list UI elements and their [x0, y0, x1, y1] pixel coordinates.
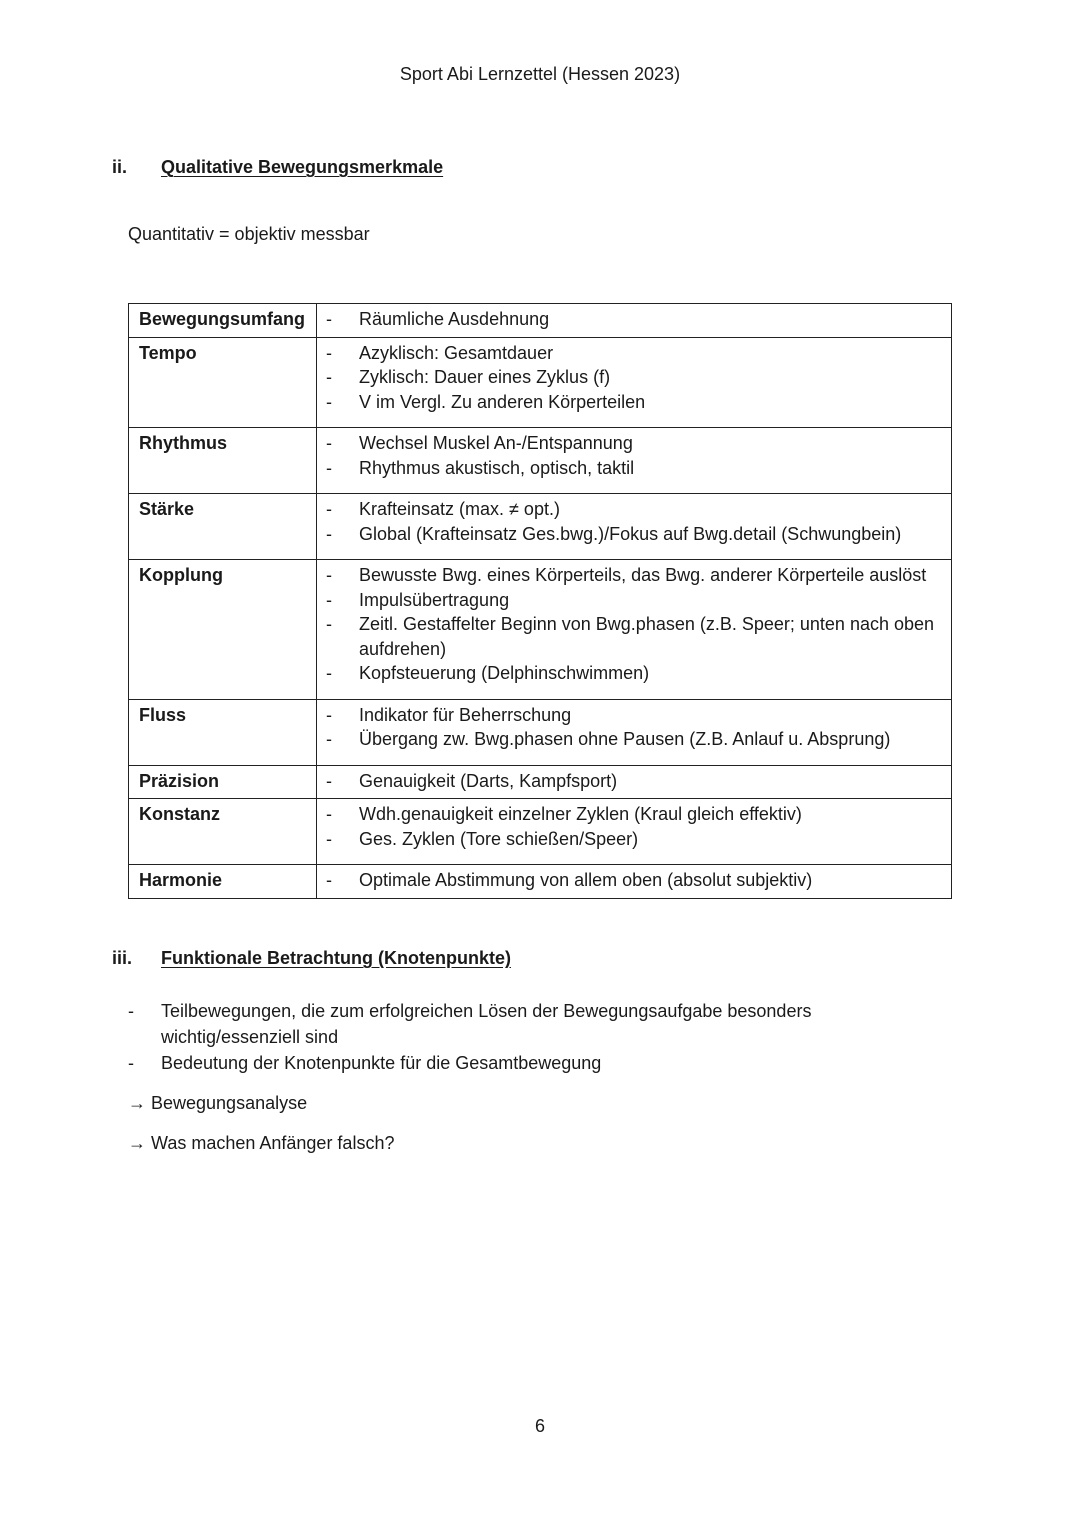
dash-bullet: - [326, 704, 332, 725]
row-term: Tempo [129, 337, 317, 428]
row-points [317, 428, 952, 494]
row-term: Kopplung [129, 560, 317, 700]
dash-bullet: - [326, 828, 332, 849]
dash-bullet: - [326, 663, 332, 683]
section-title: Qualitative Bewegungsmerkmale [161, 157, 444, 177]
dash-bullet: - [326, 770, 332, 791]
knotenpunkte-list [128, 998, 848, 1076]
row-points [317, 799, 952, 865]
dash-bullet: - [326, 309, 332, 329]
list-item-text: Krafteinsatz (max. ≠ opt.) [359, 499, 560, 519]
row-points [317, 304, 952, 338]
list-item [317, 497, 951, 522]
list-item [317, 588, 951, 613]
list-item-text: Teilbewegungen, die zum erfolgreichen Lösen der Bewegungsaufgabe besonders wichtig/essenziell sind [161, 1001, 812, 1047]
list-item [317, 827, 951, 852]
table-row [129, 304, 952, 338]
dash-bullet: - [326, 342, 332, 363]
list-item [317, 612, 951, 661]
row-points [317, 494, 952, 560]
dash-bullet: - [326, 523, 332, 544]
row-term: Rhythmus [129, 428, 317, 494]
page-header-title: Sport Abi Lernzettel (Hessen 2023) [399, 64, 681, 84]
row-term: Bewegungsumfang [129, 304, 317, 338]
table-row [129, 865, 952, 899]
row-points [317, 865, 952, 899]
section-title: Funktionale Betrachtung (Knotenpunkte) [161, 948, 511, 968]
list-item-text: Zeitl. Gestaffelter Beginn von Bwg.phasen (z.B. Speer; unten nach oben aufdrehen) [359, 614, 935, 659]
list-item-text: Indikator für Beherrschung [359, 704, 572, 725]
list-item-text: Übergang zw. Bwg.phasen ohne Pausen (Z.B. Anlauf u. Absprung) [359, 729, 891, 749]
row-term: Konstanz [129, 799, 317, 865]
dash-bullet: - [326, 367, 332, 387]
section-subtitle: Quantitativ = objektiv messbar [128, 224, 370, 244]
list-item-text: V im Vergl. Zu anderen Körperteilen [359, 391, 646, 412]
list-item-text: Räumliche Ausdehnung [359, 309, 550, 329]
arrow-note: → Was machen Anfänger falsch? [128, 1133, 395, 1153]
dash-bullet: - [128, 1053, 134, 1073]
list-item-text: Bewusste Bwg. eines Körperteils, das Bwg. anderer Körperteile auslöst [359, 565, 927, 585]
dash-bullet: - [326, 499, 332, 519]
row-points [317, 699, 952, 765]
row-term: Stärke [129, 494, 317, 560]
list-item-text: Kopfsteuerung (Delphinschwimmen) [359, 663, 650, 683]
dash-bullet: - [326, 614, 332, 634]
table-row [129, 699, 952, 765]
list-item [317, 703, 951, 728]
table-row [129, 799, 952, 865]
row-points [317, 560, 952, 700]
list-item [317, 365, 951, 390]
list-item-text: Optimale Abstimmung von allem oben (absolut subjektiv) [359, 870, 813, 890]
dash-bullet: - [326, 433, 332, 453]
movement-features-table [128, 303, 952, 899]
dash-bullet: - [326, 391, 332, 412]
table-row [129, 560, 952, 700]
list-item [317, 727, 951, 752]
row-points [317, 337, 952, 428]
list-item [317, 307, 951, 332]
table-row [129, 765, 952, 799]
list-item [317, 522, 951, 547]
list-item-text: Impulsübertragung [359, 589, 510, 610]
list-item [317, 341, 951, 366]
list-item [317, 868, 951, 893]
list-item-text: Global (Krafteinsatz Ges.bwg.)/Fokus auf Bwg.detail (Schwungbein) [359, 523, 902, 544]
list-item-text: Genauigkeit (Darts, Kampfsport) [359, 770, 618, 791]
list-item-text: Rhythmus akustisch, optisch, taktil [359, 457, 635, 478]
list-item-text: Azyklisch: Gesamtdauer [359, 342, 554, 363]
list-item-text: Wechsel Muskel An-/Entspannung [359, 433, 633, 453]
arrow-note: → Bewegungsanalyse [128, 1093, 308, 1113]
row-points [317, 765, 952, 799]
list-item [317, 431, 951, 456]
row-term: Harmonie [129, 865, 317, 899]
dash-bullet: - [326, 565, 332, 585]
list-item [128, 998, 848, 1050]
section-heading-ii [112, 157, 443, 178]
list-item-text: Zyklisch: Dauer eines Zyklus (f) [359, 367, 611, 387]
dash-bullet: - [326, 804, 332, 824]
list-item [317, 390, 951, 415]
row-term: Fluss [129, 699, 317, 765]
table-row [129, 494, 952, 560]
list-item-text: Wdh.genauigkeit einzelner Zyklen (Kraul gleich effektiv) [359, 804, 802, 824]
row-term: Präzision [129, 765, 317, 799]
table-row [129, 337, 952, 428]
dash-bullet: - [128, 1001, 134, 1021]
list-item [128, 1050, 848, 1076]
section-number: iii. [112, 948, 133, 968]
list-item [317, 563, 951, 588]
list-item [317, 769, 951, 794]
dash-bullet: - [326, 589, 332, 610]
list-item [317, 661, 951, 686]
list-item [317, 802, 951, 827]
section-number: ii. [112, 157, 128, 177]
list-item-text: Ges. Zyklen (Tore schießen/Speer) [359, 828, 639, 849]
dash-bullet: - [326, 870, 332, 890]
list-item-text: Bedeutung der Knotenpunkte für die Gesamtbewegung [161, 1053, 602, 1073]
page-number: 6 [534, 1416, 545, 1436]
list-item [317, 456, 951, 481]
section-heading-iii [112, 948, 511, 969]
dash-bullet: - [326, 457, 332, 478]
dash-bullet: - [326, 729, 332, 749]
table-row [129, 428, 952, 494]
